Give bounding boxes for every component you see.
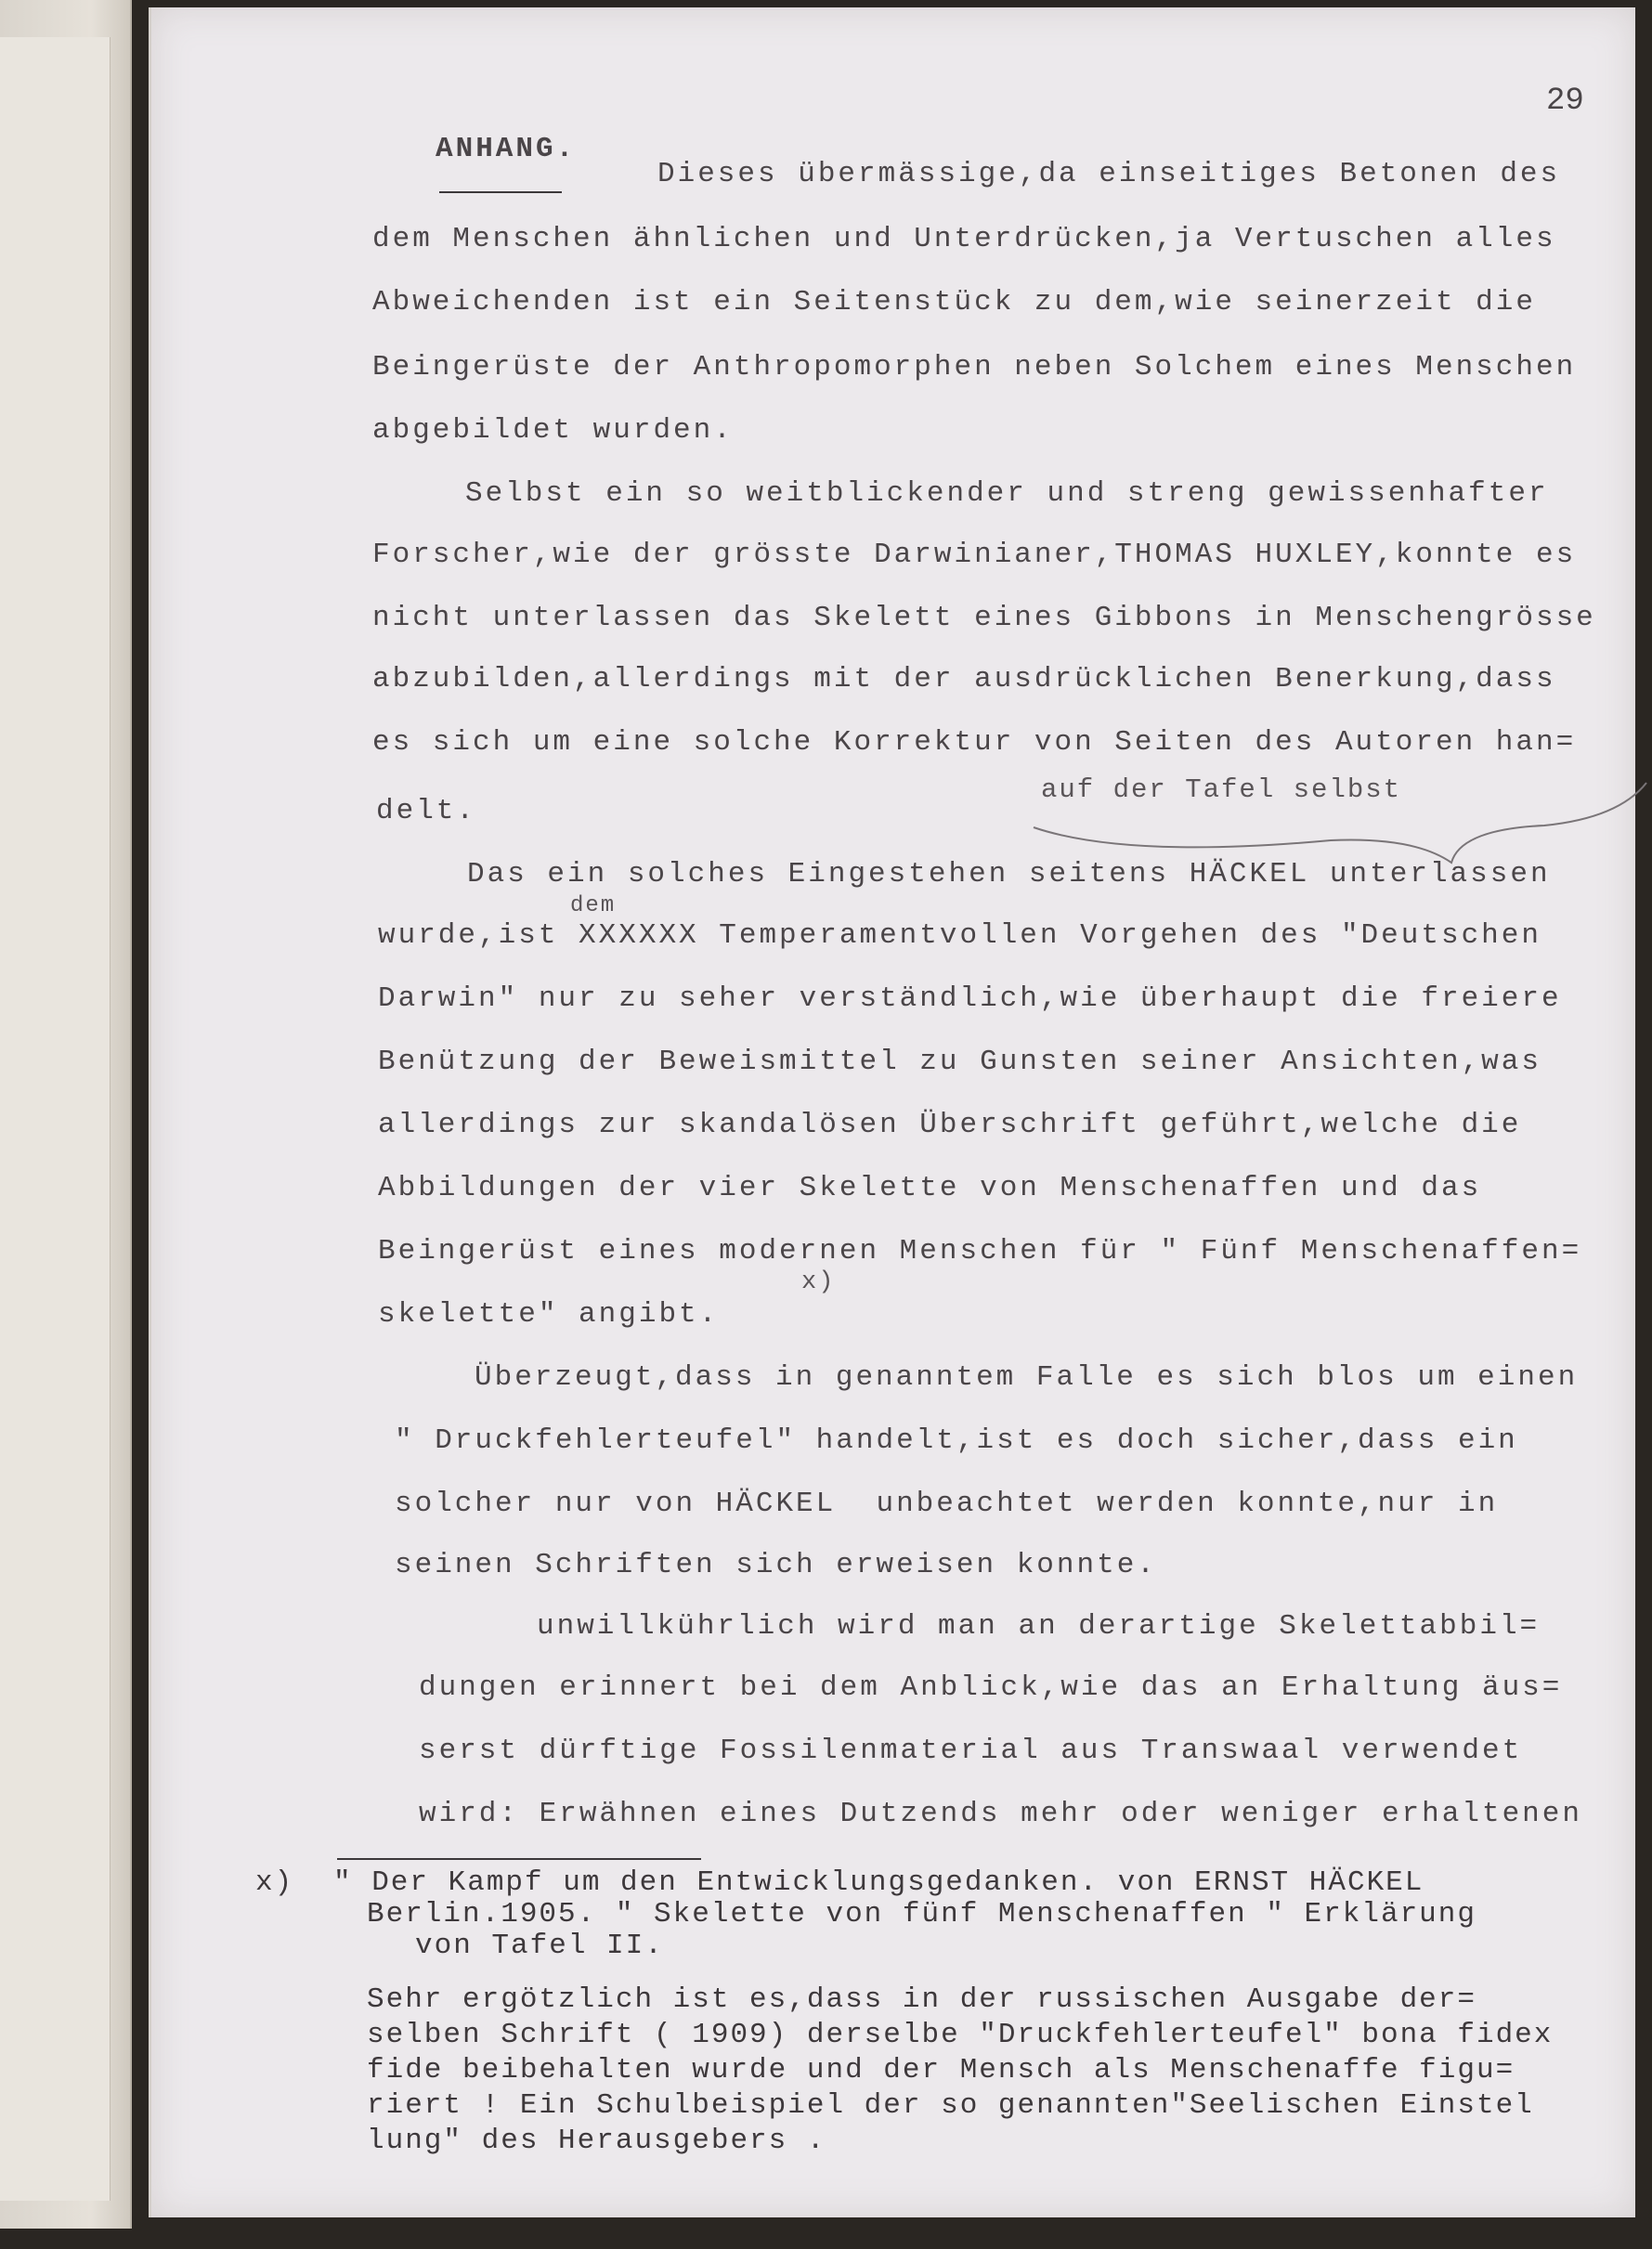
heading-underline [439,191,562,193]
body-line: serst dürftige Fossilenmaterial aus Transwaal verwendet [419,1735,1523,1767]
section-heading: ANHANG. [436,133,577,165]
body-line: dungen erinnert bei dem Anblick,wie das an Erhaltung äus= [419,1671,1563,1704]
body-line: solcher nur von HÄCKEL unbeachtet werden konnte,nur in [395,1488,1499,1520]
body-line: dem Menschen ähnlichen und Unterdrücken,ja Vertuschen alles [372,223,1556,255]
footnote-line: von Tafel II. [415,1930,664,1962]
body-line: Überzeugt,dass in genanntem Falle es sich blos um einen [475,1361,1579,1394]
note-line: riert ! Ein Schulbeispiel der so genannten"Seelischen Einstel [367,2089,1534,2122]
body-line: es sich um eine solche Korrektur von Seiten des Autoren han= [372,726,1577,759]
body-line: wurde,ist XXXXXX Temperamentvollen Vorgehen des "Deutschen [378,919,1541,952]
body-line: unwillkührlich wird man an derartige Skelettabbil= [537,1610,1541,1643]
note-line: lung" des Herausgebers . [367,2125,826,2157]
footnote-marker: x) [255,1866,294,1899]
handwritten-insertion: auf der Tafel selbst [1041,774,1402,805]
body-line: abgebildet wurden. [372,414,734,447]
body-line: Beingerüst eines modernen Menschen für " Fünf Menschenaffen= [378,1235,1582,1268]
body-line: seinen Schriften sich erweisen konnte. [395,1549,1157,1581]
previous-page-edge [0,0,132,2229]
footnote-reference: x) [801,1268,836,1296]
body-line: abzubilden,allerdings mit der ausdrücklichen Benerkung,dass [372,663,1556,696]
body-line: nicht unterlassen das Skelett eines Gibbons in Menschengrösse [372,602,1596,634]
body-line: skelette" angibt. [378,1298,720,1331]
body-line: Forscher,wie der grösste Darwinianer,THOMAS HUXLEY,konnte es [372,539,1577,571]
body-line: Abweichenden ist ein Seitenstück zu dem,wie seinerzeit die [372,286,1536,318]
body-line: Selbst ein so weitblickender und streng gewissenhafter [465,477,1549,510]
body-line: Beingerüste der Anthropomorphen neben Solchem eines Menschen [372,351,1577,384]
body-line: Benützung der Beweismittel zu Gunsten seiner Ansichten,was [378,1046,1541,1078]
body-line: " Druckfehlerteufel" handelt,ist es doch sicher,dass ein [395,1424,1518,1457]
footnote-separator [337,1858,701,1860]
body-line: Dieses übermässige,da einseitiges Betonen des [657,158,1561,190]
body-line: delt. [376,795,477,827]
body-line: allerdings zur skandalösen Überschrift geführt,welche die [378,1109,1522,1141]
note-line: selben Schrift ( 1909) derselbe "Druckfehlerteufel" bona fidex [367,2019,1554,2051]
footnote-line: Berlin.1905. " Skelette von fünf Menschenaffen " Erklärung [367,1898,1476,1930]
handwritten-insertion: dem [570,893,617,918]
page-number: 29 [1546,84,1584,119]
body-line: wird: Erwähnen eines Dutzends mehr oder weniger erhaltenen [419,1798,1582,1830]
note-line: fide beibehalten wurde und der Mensch als Menschenaffe figu= [367,2054,1515,2086]
body-line: Abbildungen der vier Skelette von Menschenaffen und das [378,1172,1482,1204]
body-line: Das ein solches Eingestehen seitens HÄCKEL unterlassen [467,858,1551,890]
note-line: Sehr ergötzlich ist es,dass in der russischen Ausgabe der= [367,1983,1476,2016]
body-line: Darwin" nur zu seher verständlich,wie überhaupt die freiere [378,982,1562,1015]
footnote-line: " Der Kampf um den Entwicklungsgedanken. von ERNST HÄCKEL [333,1866,1424,1899]
document-page [149,7,1635,2217]
previous-page-inner [0,37,111,2201]
